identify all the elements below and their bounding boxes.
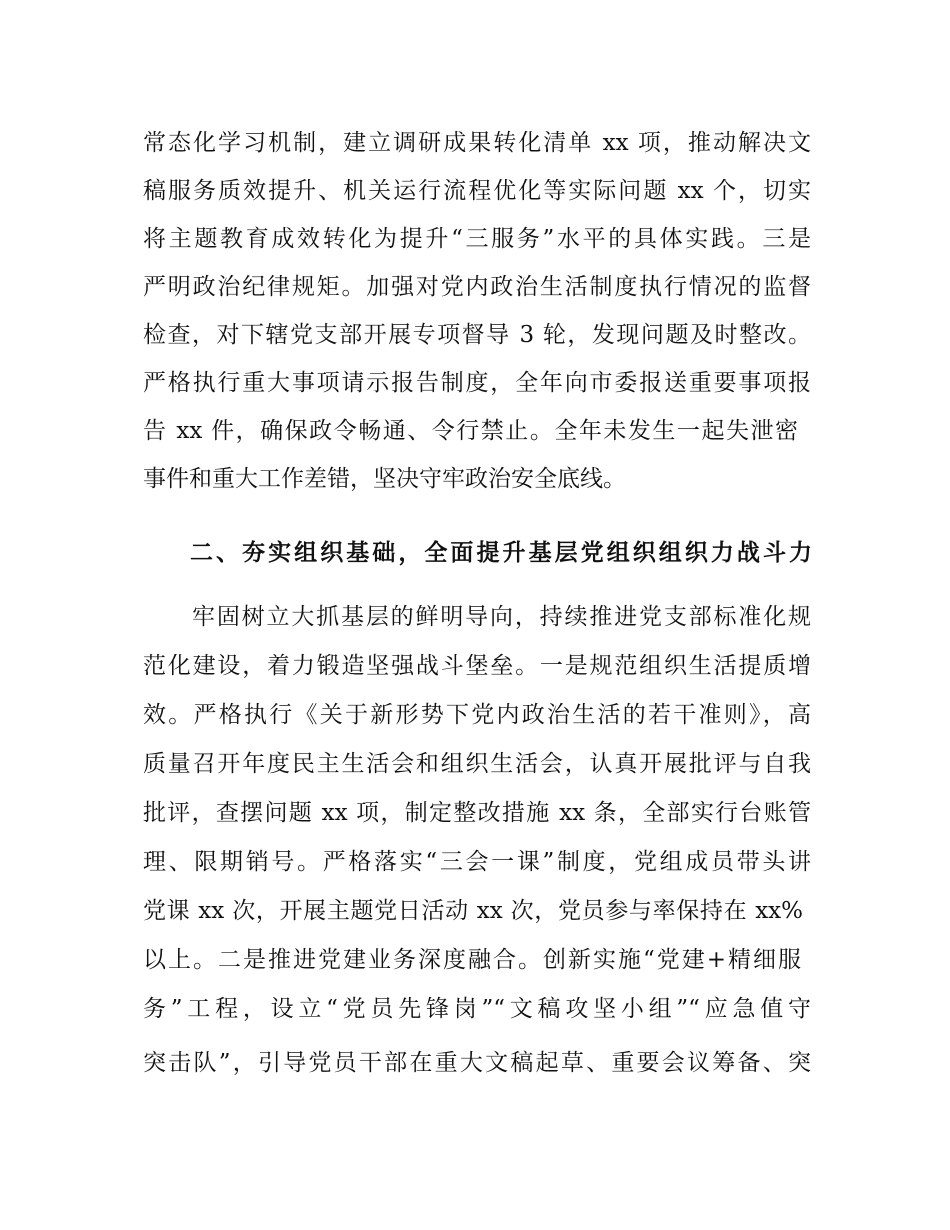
text-line: 牢固树立大抓基层的鲜明导向，持续推进党支部标准化规 [192,604,811,630]
text-line: 将主题教育成效转化为提升“三服务”水平的具体实践。三是 [143,226,811,252]
text-line: 严格执行重大事项请示报告制度，全年向市委报送重要事项报 [143,370,811,396]
text-line: 稿服务质效提升、机关运行流程优化等实际问题 xx 个，切实 [143,178,811,204]
text-line: 检查，对下辖党支部开展专项督导 3 轮，发现问题及时整改。 [143,322,811,348]
text-line: 突击队”，引导党员干部在重大文稿起草、重要会议筹备、突 [143,1050,811,1076]
text-line: 理、限期销号。严格落实“三会一课”制度，党组成员带头讲 [143,849,811,875]
text-line: 以上。二是推进党建业务深度融合。创新实施“党建+精细服 [143,947,801,973]
text-line: 常态化学习机制，建立调研成果转化清单 xx 项，推动解决文 [143,130,811,156]
text-line: 效。严格执行《关于新形势下党内政治生活的若干准则》，高 [143,702,811,728]
text-line: 批评，查摆问题 xx 项，制定整改措施 xx 条，全部实行台账管 [143,800,811,826]
text-line: 严明政治纪律规矩。加强对党内政治生活制度执行情况的监督 [143,274,811,300]
text-line: 务”工程，设立“党员先锋岗”“文稿攻坚小组”“应急值守 [143,996,811,1022]
section-heading: 二、夯实组织基础，全面提升基层党组织组织力战斗力 [190,540,812,566]
text-line: 党课 xx 次，开展主题党日活动 xx 次，党员参与率保持在 xx% [143,898,803,924]
text-line: 质量召开年度民主生活会和组织生活会，认真开展批评与自我 [143,751,811,777]
text-line: 范化建设，着力锻造坚强战斗堡垒。一是规范组织生活提质增 [143,653,811,679]
text-line: 事件和重大工作差错，坚决守牢政治安全底线。 [143,466,626,492]
text-line: 告 xx 件，确保政令畅通、令行禁止。全年未发生一起失泄密 [143,418,798,444]
